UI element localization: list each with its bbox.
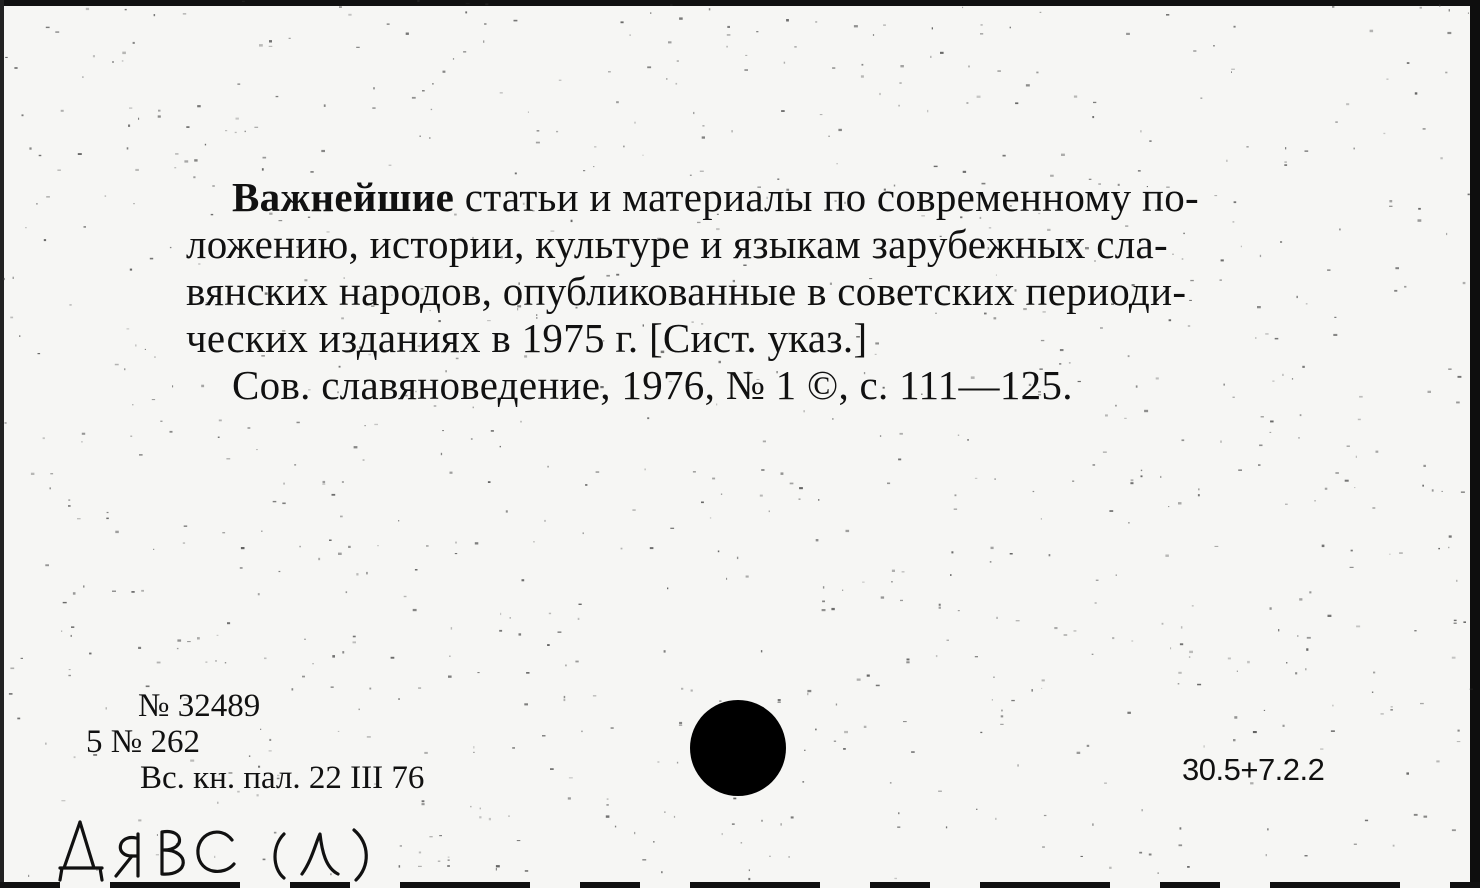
registration-line: Вс. кн. пал. 22 III 76 xyxy=(140,760,425,796)
card-title-line-2: ложению, истории, культуре и языкам зарубежных сла- xyxy=(186,221,1168,267)
handwritten-note-signature xyxy=(58,812,388,888)
card-source: Сов. славяноведение, 1976, № 1 ©, с. 111—125. xyxy=(232,362,1073,408)
accession-number: № 32489 xyxy=(138,688,261,724)
card-title-line-3: вянских народов, опубликованные в советских периоди- xyxy=(186,268,1187,314)
card-title-line-4: ческих изданиях в 1975 г. [Сист. указ.] xyxy=(186,315,868,361)
card-title-rest: статьи и материалы по современному по- xyxy=(454,174,1200,220)
card-title-block xyxy=(186,174,1356,362)
card-title-lead: Важнейшие xyxy=(232,174,455,220)
punch-hole xyxy=(690,700,786,796)
classification-code: 30.5+7.2.2 xyxy=(1182,752,1325,787)
record-number: 5 № 262 xyxy=(86,724,200,760)
card-title-line-1 xyxy=(186,174,1356,221)
